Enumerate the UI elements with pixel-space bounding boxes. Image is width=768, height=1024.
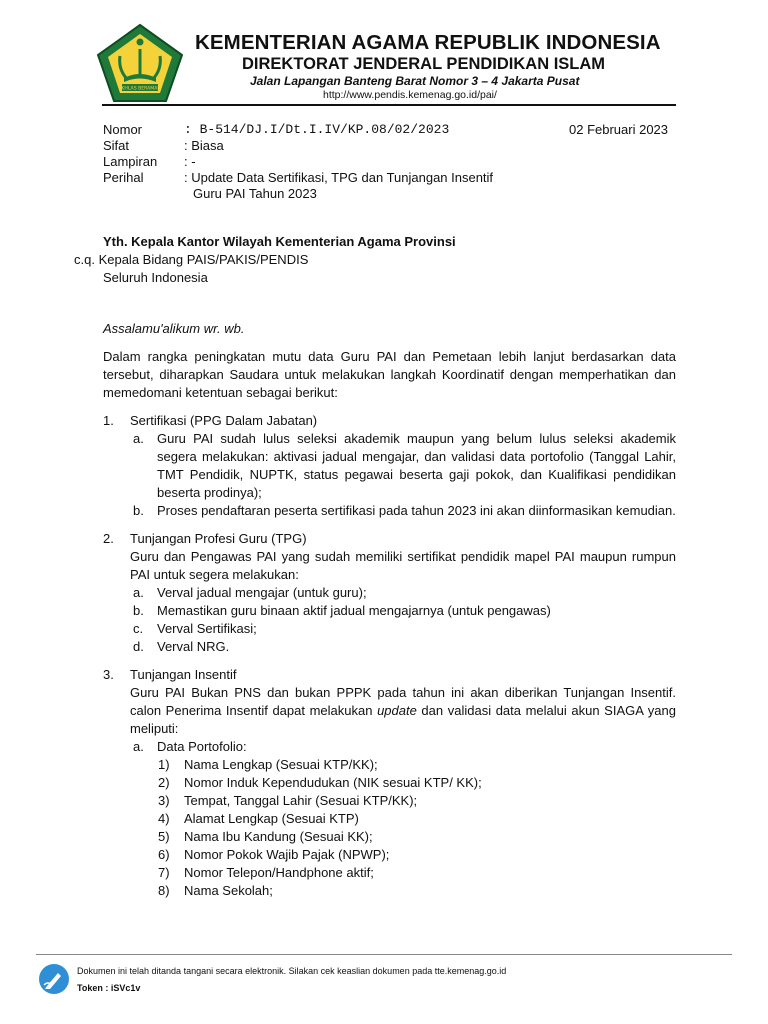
lampiran-label: Lampiran [103, 154, 158, 169]
directorate-name: DIREKTORAT JENDERAL PENDIDIKAN ISLAM [242, 55, 606, 73]
recipient-line-3: Seluruh Indonesia [103, 270, 208, 285]
e-signature-notice: Dokumen ini telah ditanda tangani secara elektronik. Silakan cek keaslian dokumen pada tte.kemenag.go.id [77, 966, 507, 976]
list-item: a. Verval jadual mengajar (untuk guru); [133, 585, 367, 600]
perihal-value-2: Guru PAI Tahun 2023 [193, 186, 317, 201]
recipient-line-2: c.q. Kepala Bidang PAIS/PAKIS/PENDIS [74, 252, 309, 267]
letter-date: 02 Februari 2023 [569, 122, 669, 137]
nomor-label: Nomor [103, 122, 143, 137]
nomor-value: : B-514/DJ.I/Dt.I.IV/KP.08/02/2023 [184, 122, 450, 137]
list-item: 1) Nama Lengkap (Sesuai KTP/KK); [158, 757, 378, 772]
section-title: Sertifikasi (PPG Dalam Jabatan) [130, 413, 318, 428]
sifat-label: Sifat [103, 138, 130, 153]
portfolio-list [130, 756, 676, 900]
list-item: a. Data Portofolio: [133, 739, 247, 754]
footer-divider [36, 954, 732, 955]
section-title: Tunjangan Insentif [130, 667, 237, 682]
list-item: 5) Nama Ibu Kandung (Sesuai KK); [158, 829, 373, 844]
intro-paragraph: Dalam rangka peningkatan mutu data Guru PAI dan Pemetaan lebih lanjut berdasarkan data tersebut, diharapkan Saudara untuk melakukan langkah Koordinatif dengan memperhatikan dan memedomani ketentuan sebagai berikut: [103, 349, 676, 400]
office-address: Jalan Lapangan Banteng Barat Nomor 3 – 4 Jakarta Pusat [250, 74, 580, 88]
section-number: 1. [103, 413, 114, 428]
section-sertifikasi [103, 412, 676, 520]
kemenag-logo [94, 22, 186, 104]
letter-body [103, 320, 676, 900]
section-text: Guru dan Pengawas PAI yang sudah memiliki sertifikat pendidik mapel PAI maupun rumpun PAI untuk segera melakukan: [130, 549, 676, 582]
list-item: a. Guru PAI sudah lulus seleksi akademik maupun yang belum lulus seleksi akademik segera melakukan: aktivasi jadual mengajar, dan validasi data portofolio (Tanggal Lahir, TMT Pendidik, NUPTK, status pegawai beserta gaji pokok, dan Kualifikasi pendidikan beserta prodinya); [133, 431, 676, 500]
list-item: d. Verval NRG. [133, 639, 230, 654]
greeting: Assalamu'alikum wr. wb. [103, 321, 245, 336]
list-item: 7) Nomor Telepon/Handphone aktif; [158, 865, 374, 880]
list-item: 3) Tempat, Tanggal Lahir (Sesuai KTP/KK); [158, 793, 418, 808]
verification-token: Token : iSVc1v [77, 983, 141, 993]
website-link[interactable]: http://www.pendis.kemenag.go.id/pai/ [323, 89, 497, 101]
list-item: b. Memastikan guru binaan aktif jadual mengajarnya (untuk pengawas) [133, 603, 551, 618]
logo-motto: IKHLAS BERAMAL [120, 86, 160, 92]
header-divider [102, 104, 676, 106]
section-number: 2. [103, 531, 114, 546]
list-item: 6) Nomor Pokok Wajib Pajak (NPWP); [158, 847, 390, 862]
list-item: c. Verval Sertifikasi; [133, 621, 257, 636]
perihal-label: Perihal [103, 170, 144, 185]
section-text: Guru PAI Bukan PNS dan bukan PPPK pada tahun ini akan diberikan Tunjangan Insentif. calon Penerima Insentif dapat melakukan update dan validasi data melalui akun SIAGA yang meliputi: [130, 685, 676, 736]
section-number: 3. [103, 667, 114, 682]
list-item: 8) Nama Sekolah; [158, 883, 273, 898]
list-item: b. Proses pendaftaran peserta sertifikasi pada tahun 2023 ini akan diinformasikan kemudian. [133, 503, 676, 518]
recipient-line-1: Yth. Kepala Kantor Wilayah Kementerian Agama Provinsi [103, 234, 456, 249]
list-item: 4) Alamat Lengkap (Sesuai KTP) [158, 811, 359, 826]
section-tpg [103, 530, 676, 656]
sifat-value: : Biasa [184, 138, 224, 153]
ministry-name: KEMENTERIAN AGAMA REPUBLIK INDONESIA [195, 31, 661, 54]
perihal-value-1: : Update Data Sertifikasi, TPG dan Tunjangan Insentif [184, 170, 494, 185]
section-insentif [103, 666, 676, 900]
list-item: 2) Nomor Induk Kependudukan (NIK sesuai KTP/ KK); [158, 775, 482, 790]
recipient-block [74, 233, 456, 287]
section-title: Tunjangan Profesi Guru (TPG) [130, 531, 307, 546]
signature-pen-icon [38, 963, 70, 995]
lampiran-value: : - [184, 154, 196, 169]
